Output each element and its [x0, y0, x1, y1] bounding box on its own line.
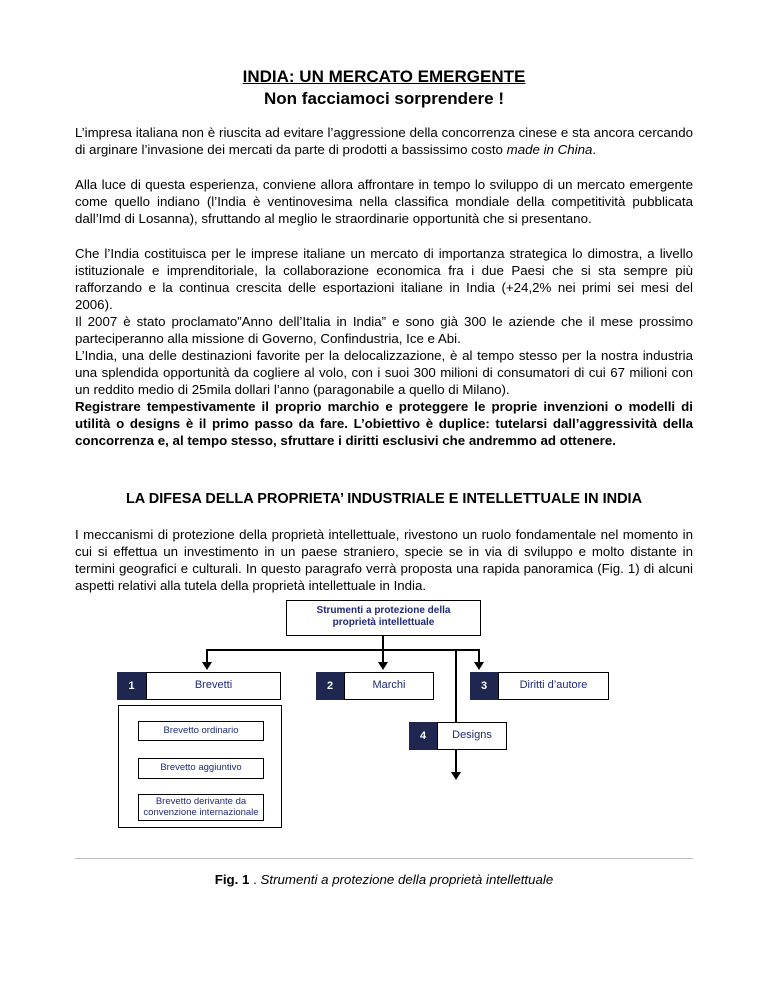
brevetto-ordinario: Brevetto ordinario: [138, 721, 264, 741]
paragraph-3: Che l’India costituisca per le imprese italiane un mercato di importanza strategica lo dimostra, a livello istituzionale e imprenditoriale, la collaborazione economica fra i due Paesi che si sta sempre più rafforzando e la continua crescita delle esportazioni italiane in India (+24,2% nei primi sei mesi del 2006).: [75, 246, 693, 312]
paragraph-5: L’India, una delle destinazioni favorite per la delocalizzazione, è al tempo stesso per la nostra industria una splendida opportunità da cogliere al volo, con i suoi 300 milioni di consumatori di cui 67 milioni con un reddito medio di 25mila dollari l’anno (paragonabile a quello di Milano).: [75, 348, 693, 397]
page-title: INDIA: UN MERCATO EMERGENTE: [242, 67, 526, 86]
paragraph-2: Alla luce di questa esperienza, conviene allora affrontare in tempo lo sviluppo di un mercato emergente come quello indiano (l’India è ventinovesima nella classifica mondiale della competitività pubblicata dall’Imd di Losanna), sfruttando al meglio le straordinarie opportunità che si presentano.: [75, 177, 693, 226]
paragraph-6-bold: Registrare tempestivamente il proprio marchio e proteggere le proprie invenzioni o modelli di utilità o designs è il primo passo da fare. L’obiettivo è duplice: tutelarsi dall’aggressività della concorrenza e, al tempo stesso, sfruttare i diritti esclusivi che andremmo ad ottenere.: [75, 399, 693, 448]
arrow-3: [474, 662, 484, 670]
caption-label: Fig. 1: [214, 872, 250, 887]
arrow-4: [451, 772, 461, 780]
paragraph-7: I meccanismi di protezione della proprietà intellettuale, rivestono un ruolo fondamentale nel momento in cui si effettua un investimento in un paese straniero, specie se in via di sviluppo e molto distante in termini geografici e culturali. In questo paragrafo verrà proposta una rapida panoramica (Fig. 1) di alcuni aspetti relativi alla tutela della proprietà intellettuale in India.: [75, 527, 693, 593]
brevetto-aggiuntivo: Brevetto aggiuntivo: [138, 758, 264, 779]
caption-separator: .: [249, 872, 261, 887]
branch-line: [206, 649, 455, 651]
paragraph-1-text: L’impresa italiana non è riuscita ad evitare l’aggressione della concorrenza cinese e sta ancora cercando di arginare l’invasione dei mercati da parte di prodotti a bassissimo costo: [75, 125, 693, 157]
node-1-number: 1: [117, 672, 146, 700]
node-3-number: 3: [470, 672, 498, 700]
page-subtitle: Non facciamoci sorprendere !: [264, 89, 504, 108]
paragraph-4: Il 2007 è stato proclamato”Anno dell’Italia in India” e sono già 300 le aziende che il mese prossimo parteciperanno alla missione di Governo, Confindustria, Ice e Abi.: [75, 314, 693, 346]
root-connector: [382, 636, 384, 649]
arrow-2: [378, 662, 388, 670]
connector-4: [455, 649, 457, 773]
node-4-designs: Designs: [437, 722, 507, 750]
node-1-brevetti: Brevetti: [146, 672, 281, 700]
connector-3-h: [455, 649, 479, 651]
node-4-number: 4: [409, 722, 437, 750]
node-2-number: 2: [316, 672, 344, 700]
brevetto-convenzione-internazionale: Brevetto derivante da convenzione internazionale: [138, 794, 264, 821]
paragraph-1-italic: made in China: [506, 142, 593, 157]
caption-divider: [75, 858, 693, 859]
section-title: LA DIFESA DELLA PROPRIETA’ INDUSTRIALE E INTELLETTUALE IN INDIA: [125, 491, 643, 507]
arrow-1: [202, 662, 212, 670]
paragraph-1-end: .: [592, 142, 597, 157]
node-3-diritti-autore: Diritti d’autore: [498, 672, 609, 700]
root-box: Strumenti a protezione della proprietà intellettuale: [286, 600, 481, 636]
node-2-marchi: Marchi: [344, 672, 434, 700]
figure-caption: [0, 872, 768, 887]
protection-tools-diagram: [0, 598, 768, 858]
caption-text: Strumenti a protezione della proprietà intellettuale: [260, 872, 554, 887]
paragraph-1: [75, 124, 693, 158]
